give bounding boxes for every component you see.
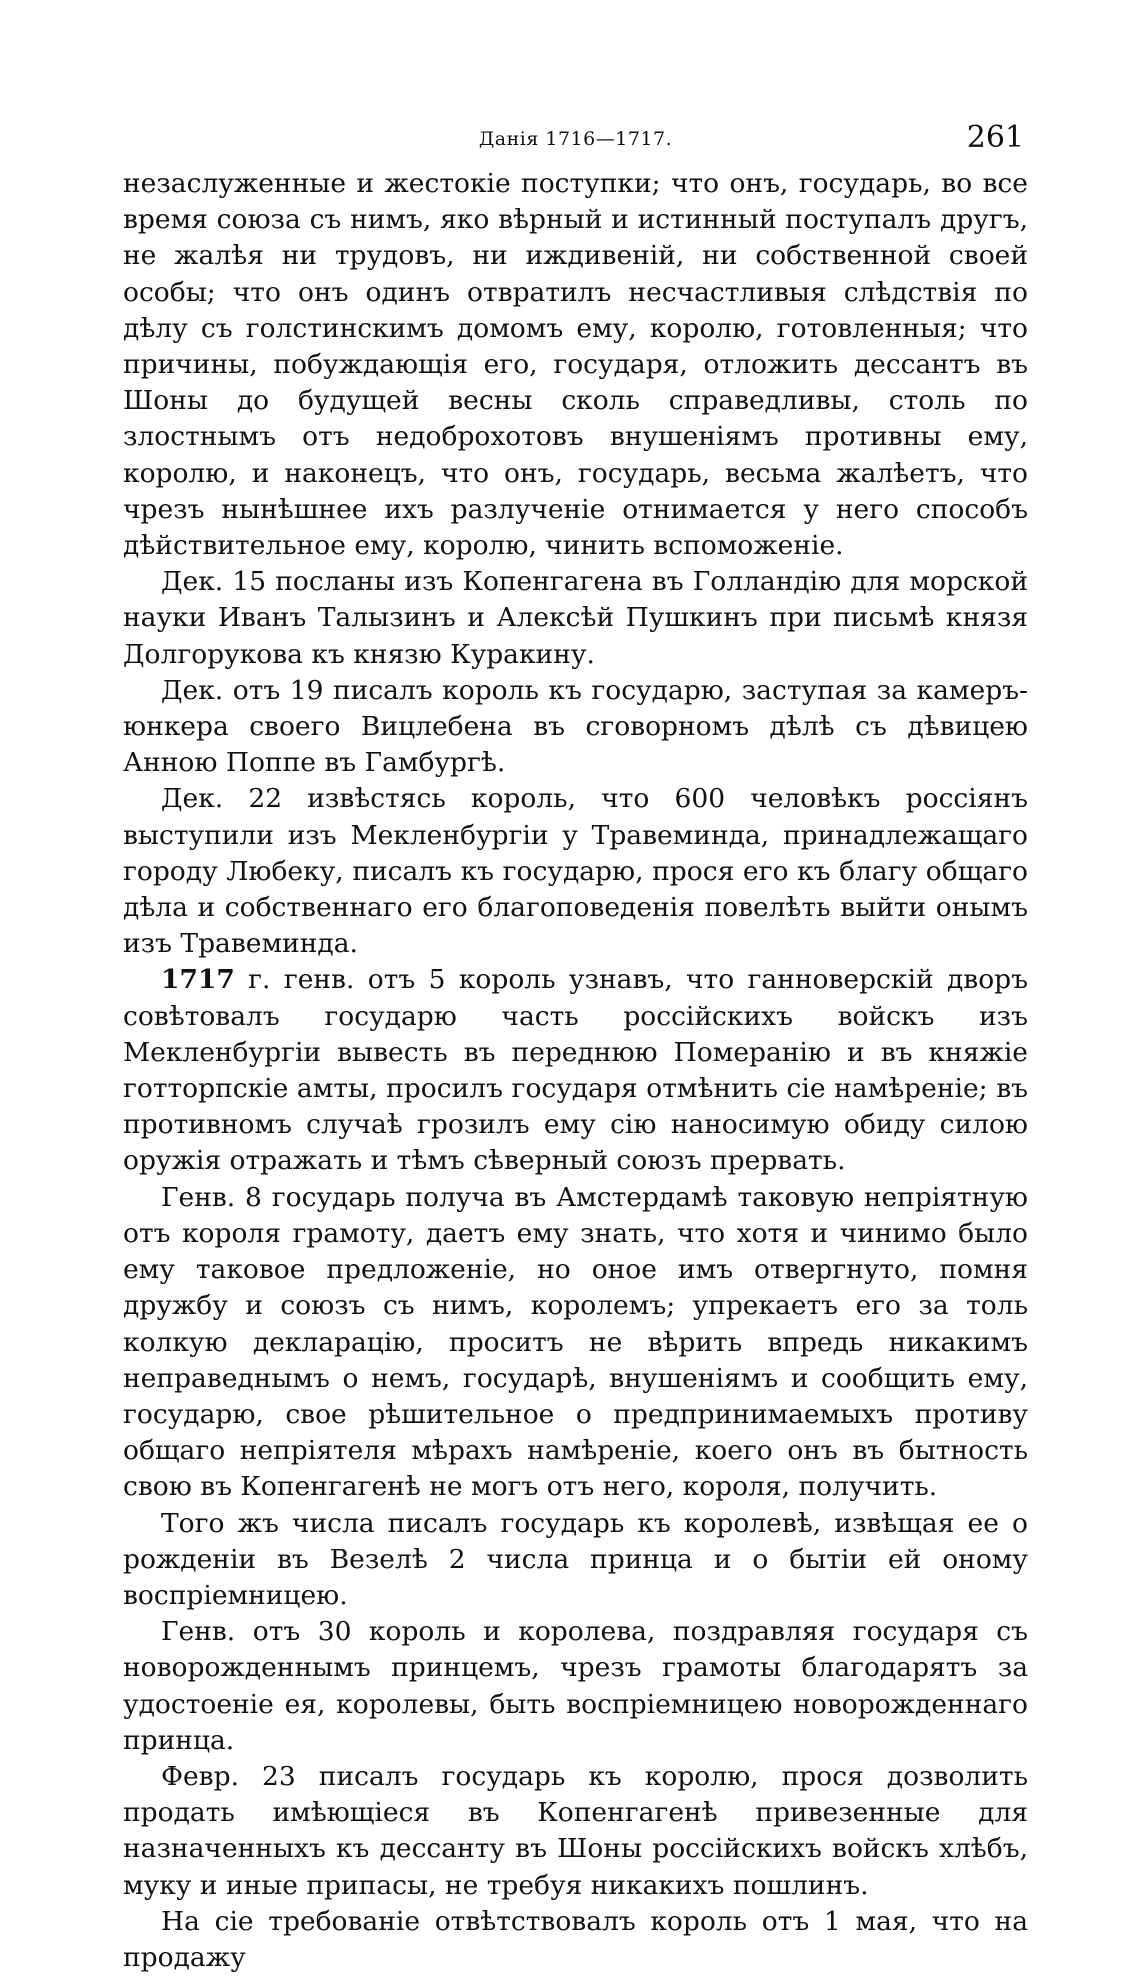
paragraph-text: На сіе требованіе отвѣтствовалъ король отъ 1 мая, что на продажу	[123, 1905, 1028, 1973]
year-lead: 1717	[161, 964, 235, 996]
body-text	[123, 166, 1028, 1976]
paragraph	[123, 1759, 1028, 1904]
paragraph	[123, 781, 1028, 962]
paragraph-text: Февр. 23 писалъ государь къ королю, прося дозволить продать имѣющіеся въ Копенгагенѣ привезенные для назначенныхъ къ дессанту въ Шоны россійскихъ войскъ хлѣбъ, муку и иные припасы, не требуя никакихъ пошлинъ.	[123, 1760, 1028, 1901]
paragraph-text: Дек. отъ 19 писалъ король къ государю, заступая за камеръ-юнкера своего Вицлебена въ сговорномъ дѣлѣ съ дѣвицею Анною Поппе въ Гамбургѣ.	[123, 674, 1028, 779]
paragraph-text: Генв. 8 государь получа въ Амстердамѣ таковую непріятную отъ короля грамоту, даетъ ему знать, что хотя и чинимо было ему таковое предложеніе, но оное имъ отвергнуто, помня дружбу и союзъ съ нимъ, королемъ; упрекаетъ его за толь колкую декларацію, проситъ не вѣрить впредь никакимъ неправеднымъ о немъ, государѣ, внушеніямъ и сообщить ему, государю, свое рѣшительное о предпринимаемыхъ противу общаго непріятеля мѣрахъ намѣреніе, коего онъ въ бытность свою въ Копенгагенѣ не могъ отъ него, короля, получить.	[123, 1181, 1028, 1503]
paragraph	[123, 962, 1028, 1179]
paragraph-text: г. генв. отъ 5 король узнавъ, что ганноверскій дворъ совѣтовалъ государю часть россійскихъ войскъ изъ Мекленбургіи вывесть въ переднюю Померанію и въ княжіе готторпскіе амты, просилъ государя отмѣнить сіе намѣреніе; въ противномъ случаѣ грозилъ ему сію наносимую обиду силою оружія отражать и тѣмъ сѣверный союзъ прервать.	[123, 964, 1028, 1177]
document-page	[123, 120, 1028, 1976]
paragraph	[123, 1904, 1028, 1976]
paragraph	[123, 1180, 1028, 1506]
paragraph-text: Генв. отъ 30 король и королева, поздравляя государя съ новорожденнымъ принцемъ, чрезъ грамоты благодарятъ за удостоеніе ея, королевы, быть воспріемницею новорожденнаго принца.	[123, 1616, 1028, 1756]
running-head: Данія 1716—1717.	[478, 128, 673, 150]
page-number: 261	[966, 120, 1024, 155]
paragraph	[123, 673, 1028, 782]
paragraph	[123, 1506, 1028, 1615]
paragraph-text: Дек. 22 извѣстясь король, что 600 человѣкъ россіянъ выступили изъ Мекленбургіи у Травеминда, принадлежащаго городу Любеку, писалъ къ государю, прося его къ благу общаго дѣла и собственнаго его благоповеденія повелѣть выйти онымъ изъ Травеминда.	[123, 783, 1028, 960]
page-header	[123, 120, 1028, 166]
paragraph-text: Того жъ числа писалъ государь къ королевѣ, извѣщая ее о рожденіи въ Везелѣ 2 числа принца и о бытіи ей оному воспріемницею.	[123, 1507, 1028, 1611]
paragraph	[123, 564, 1028, 673]
paragraph	[123, 1614, 1028, 1759]
paragraph-continuation	[123, 166, 1028, 564]
paragraph-text: незаслуженные и жестокіе поступки; что онъ, государь, во все время союза съ нимъ, яко вѣрный и истинный поступалъ другъ, не жалѣя ни трудовъ, ни иждивеній, ни собственной своей особы; что онъ одинъ отвратилъ несчастливыя слѣдствія по дѣлу съ голстинскимъ домомъ ему, королю, готовленныя; что причины, побуждающія его, государя, отложить дессантъ въ Шоны до будущей весны сколь справедливы, столь по злостнымъ отъ недоброхотовъ внушеніямъ противны ему, королю, и наконецъ, что онъ, государь, весьма жалѣетъ, что чрезъ нынѣшнее ихъ разлученіе отнимается у него способъ дѣйствительное ему, королю, чинить вспоможеніе.	[123, 168, 1028, 562]
paragraph-text: Дек. 15 посланы изъ Копенгагена въ Голландію для морской науки Иванъ Талызинъ и Алексѣй Пушкинъ при письмѣ князя Долгорукова къ князю Куракину.	[123, 566, 1028, 670]
